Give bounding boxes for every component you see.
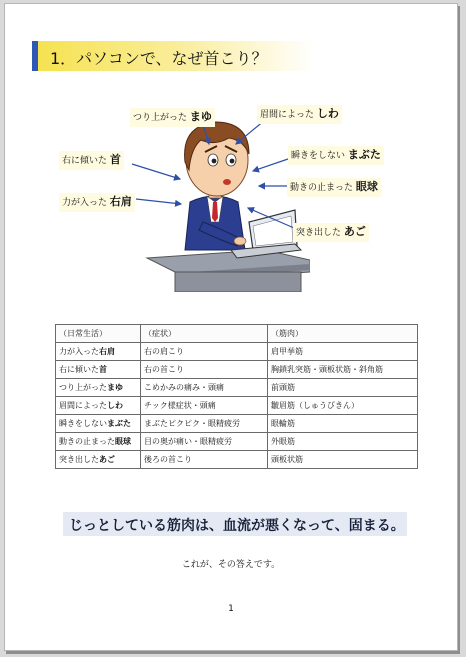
- habit-part: まゆ: [107, 383, 123, 392]
- habit-prefix: つり上がった: [59, 383, 107, 392]
- label-wrinkle-part: しわ: [316, 107, 339, 120]
- arrow-shoulder: [136, 199, 181, 204]
- arrow-jaw: [248, 208, 294, 228]
- cell-habit: [56, 343, 141, 361]
- habit-part: あご: [99, 455, 115, 464]
- habit-prefix: 動きの止まった: [59, 437, 115, 446]
- cell-habit: [56, 415, 141, 433]
- table-row: [56, 415, 418, 433]
- cell-habit: [56, 451, 141, 469]
- cell-habit: [56, 361, 141, 379]
- cell-muscle: 外眼筋: [268, 433, 418, 451]
- arrow-eyelid: [253, 159, 288, 171]
- label-eyeball: [287, 178, 381, 197]
- label-eyeball-part: 眼球: [355, 180, 378, 193]
- label-eyebrow-part: まゆ: [189, 110, 212, 123]
- cell-muscle: 皺眉筋（しゅうびきん）: [268, 397, 418, 415]
- habit-prefix: 瞬きをしない: [59, 419, 107, 428]
- document-page: [4, 3, 458, 651]
- table-row: [56, 451, 418, 469]
- label-wrinkle: [257, 105, 342, 124]
- label-jaw-prefix: 突き出した: [296, 228, 342, 238]
- label-eyelid: [288, 146, 384, 165]
- cell-muscle: 眼輪筋: [268, 415, 418, 433]
- habit-prefix: 力が入った: [59, 347, 99, 356]
- label-eyebrow: [130, 108, 215, 127]
- cell-symptom: 目の奥が痛い・眼精疲労: [141, 433, 268, 451]
- label-neck-prefix: 右に傾いた: [62, 156, 108, 166]
- heading-title: 1．パソコンで、なぜ首こり？: [50, 49, 268, 68]
- habit-prefix: 突き出した: [59, 455, 99, 464]
- cell-symptom: 後ろの首こり: [141, 451, 268, 469]
- symptom-muscle-table: [55, 324, 418, 469]
- table-row: [56, 361, 418, 379]
- header-daily-life: （日常生活）: [56, 325, 141, 343]
- habit-part: 右肩: [99, 347, 115, 356]
- habit-part: 首: [99, 365, 107, 374]
- cell-symptom: まぶたピクピク・眼精疲労: [141, 415, 268, 433]
- page-number: 1: [228, 604, 234, 614]
- label-neck: [59, 151, 124, 170]
- table-row: [56, 433, 418, 451]
- arrow-eyebrow: [203, 124, 209, 144]
- label-neck-part: 首: [109, 153, 121, 166]
- header-symptom: （症状）: [141, 325, 268, 343]
- conclusion-text: じっとしている筋肉は、血流が悪くなって、固まる。: [69, 518, 405, 534]
- cell-muscle: 胸鎖乳突筋・頭板状筋・斜角筋: [268, 361, 418, 379]
- header-muscle: （筋肉）: [268, 325, 418, 343]
- conclusion-banner: [63, 512, 407, 536]
- habit-part: まぶた: [107, 419, 131, 428]
- label-jaw-part: あご: [343, 225, 366, 238]
- habit-prefix: 右に傾いた: [59, 365, 99, 374]
- label-shoulder: [59, 193, 135, 212]
- cell-symptom: チック様症状・頭痛: [141, 397, 268, 415]
- cell-habit: [56, 433, 141, 451]
- table-header-row: [56, 325, 418, 343]
- table-row: [56, 379, 418, 397]
- label-eyelid-prefix: 瞬きをしない: [291, 151, 346, 161]
- cell-symptom: 右の肩こり: [141, 343, 268, 361]
- label-eyeball-prefix: 動きの止まった: [290, 183, 354, 193]
- cell-symptom: こめかみの痛み・頭痛: [141, 379, 268, 397]
- answer-text: これが、その答えです。: [181, 560, 281, 570]
- cell-symptom: 右の首こり: [141, 361, 268, 379]
- cell-muscle: 前頭筋: [268, 379, 418, 397]
- habit-prefix: 眉間によった: [59, 401, 107, 410]
- label-eyelid-part: まぶた: [347, 148, 381, 161]
- cell-muscle: 肩甲挙筋: [268, 343, 418, 361]
- table-row: [56, 397, 418, 415]
- label-eyebrow-prefix: つり上がった: [133, 113, 188, 123]
- table-row: [56, 343, 418, 361]
- cell-muscle: 頭板状筋: [268, 451, 418, 469]
- label-shoulder-part: 右肩: [109, 195, 132, 208]
- label-wrinkle-prefix: 眉間によった: [260, 110, 315, 120]
- arrow-neck: [132, 164, 180, 179]
- habit-part: しわ: [107, 401, 123, 410]
- label-shoulder-prefix: 力が入った: [62, 198, 108, 208]
- cell-habit: [56, 379, 141, 397]
- label-jaw: [293, 223, 369, 242]
- cell-habit: [56, 397, 141, 415]
- habit-part: 眼球: [115, 437, 131, 446]
